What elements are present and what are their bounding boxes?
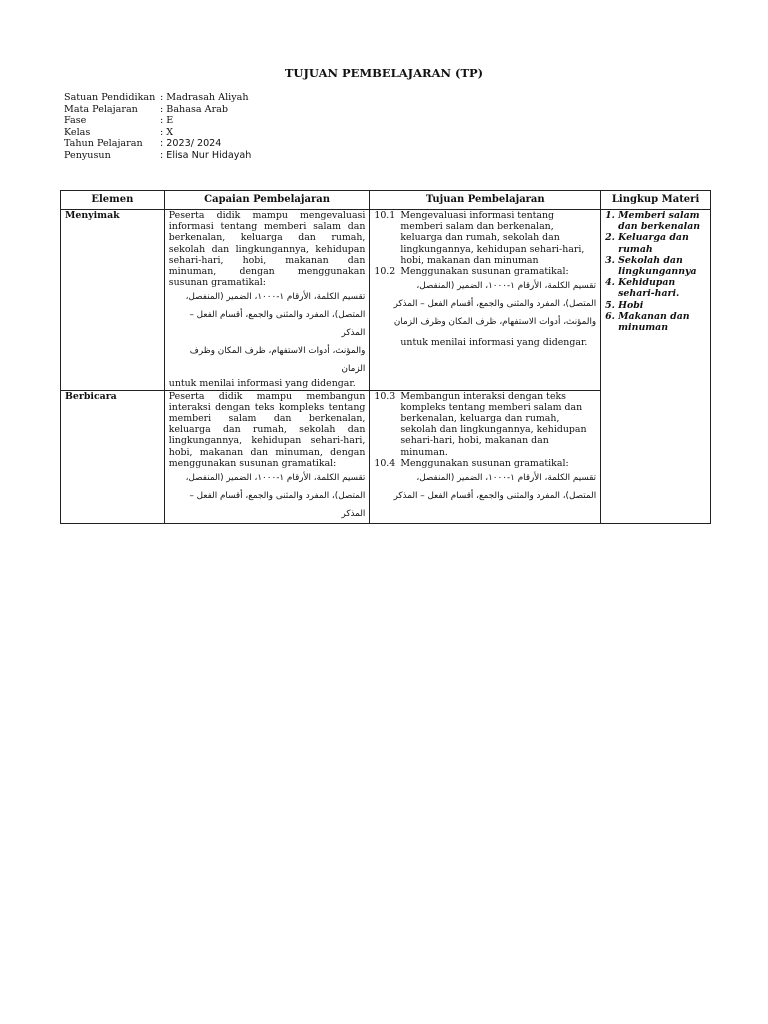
meta-label: Kelas <box>64 126 91 138</box>
tp-text: Membangun interaksi dengan teks kompleks tentang memberi salam dan berkenalan, keluarga dan rumah, sekolah dan lingkungannya, kehidupan sehari-hari, hobi, makanan dan minuman. <box>400 390 587 458</box>
tp-berbicara <box>370 390 601 523</box>
elemen-berbicara: Berbicara <box>61 390 165 523</box>
arabic-line: تقسيم الكلمة، الأرقام ١-١٠٠٠، الضمير (المنفصل، <box>185 292 366 303</box>
tp-item <box>374 266 596 277</box>
header-tujuan: Tujuan Pembelajaran <box>370 191 601 210</box>
page-title: TUJUAN PEMBELAJARAN (TP) <box>284 66 484 80</box>
tp-number: 10.2 <box>374 266 396 278</box>
meta-row <box>64 92 251 104</box>
tp-text: Menggunakan susunan gramatikal: <box>400 266 569 278</box>
tp-text: Menggunakan susunan gramatikal: <box>400 457 569 469</box>
arabic-line: المتصل)، المفرد والمثنى والجمع، أقسام الفعل – المذكر <box>189 491 366 520</box>
tp-item <box>374 210 596 266</box>
arabic-line: تقسيم الكلمة، الأرقام ١-١٠٠٠، الضمير (المنفصل، <box>416 281 597 292</box>
meta-row <box>64 115 251 127</box>
header-capaian: Capaian Pembelajaran <box>164 191 370 210</box>
arabic-line: المتصل)، المفرد والمثنى والجمع، أقسام الفعل – المذكر <box>393 491 597 502</box>
document-meta <box>64 92 251 162</box>
tp-item <box>374 458 596 469</box>
meta-row <box>64 150 251 162</box>
meta-label: Tahun Pelajaran <box>64 138 143 150</box>
list-item: 3. Sekolah dan lingkungannya <box>618 255 706 277</box>
meta-row <box>64 138 251 150</box>
lingkup-materi <box>601 210 711 524</box>
cp-text: Peserta didik mampu mengevaluasi informasi tentang memberi salam dan berkenalan, keluarga dan rumah, sekolah dan lingkungannya, kehidupan sehari-hari, hobi, makanan dan minuman, dengan menggunakan susunan gramatikal: <box>168 210 366 289</box>
tp-table-1 <box>60 190 711 524</box>
list-item: 2. Keluarga dan rumah <box>618 232 706 254</box>
meta-value: : Bahasa Arab <box>160 103 229 115</box>
meta-value: : E <box>160 115 174 127</box>
cp-menyimak <box>164 210 370 391</box>
meta-row <box>64 104 251 116</box>
arabic-line: تقسيم الكلمة، الأرقام ١-١٠٠٠، الضمير (المنفصل، <box>416 473 597 484</box>
table-row <box>61 210 711 391</box>
meta-label: Fase <box>64 115 87 127</box>
meta-row <box>64 127 251 139</box>
meta-value: : 2023/ 2024 <box>160 138 222 150</box>
table-header-row <box>61 191 711 210</box>
tp-text: Mengevaluasi informasi tentang memberi salam dan berkenalan, keluarga dan rumah, sekolah dan lingkungannya, kehidupan sehari-hari, hobi, makanan dan minuman <box>400 210 585 266</box>
meta-label: Penyusun <box>64 149 111 161</box>
meta-label: Mata Pelajaran <box>64 103 138 115</box>
header-elemen: Elemen <box>61 191 165 210</box>
tp-menyimak <box>370 210 601 391</box>
arabic-line: المتصل)، المفرد والمثنى والجمع، أقسام الفعل – المذكر <box>393 299 597 310</box>
meta-label: Satuan Pendidikan <box>64 92 156 103</box>
meta-value: : Elisa Nur Hidayah <box>160 149 252 161</box>
meta-value: : Madrasah Aliyah <box>160 92 249 103</box>
list-item: 6. Makanan dan minuman <box>618 311 706 333</box>
tp-item <box>374 391 596 458</box>
elemen-menyimak: Menyimak <box>61 210 165 391</box>
list-item: 1. Memberi salam dan berkenalan <box>618 210 706 232</box>
list-item: 5. Hobi <box>618 300 706 311</box>
arabic-line: المتصل)، المفرد والمثنى والجمع، أقسام الفعل – المذكر <box>189 310 366 339</box>
arabic-line: تقسيم الكلمة، الأرقام ١-١٠٠٠، الضمير (المنفصل، <box>185 473 366 484</box>
arabic-line: والمؤنث، أدوات الاستفهام، ظرف المكان وظرف الزمان <box>393 317 597 328</box>
cp-berbicara <box>164 390 370 523</box>
arabic-line: والمؤنث، أدوات الاستفهام، ظرف المكان وظرف الزمان <box>189 346 366 375</box>
list-item: 4. Kehidupan sehari-hari. <box>618 277 706 299</box>
meta-value: : X <box>160 126 174 138</box>
tp-number: 10.3 <box>374 390 396 402</box>
lingkup-list <box>605 210 706 333</box>
tp-number: 10.4 <box>374 457 396 469</box>
tp-number: 10.1 <box>374 210 396 221</box>
tp-outro: untuk menilai informasi yang didengar. <box>400 337 588 349</box>
header-lingkup: Lingkup Materi <box>601 191 711 210</box>
cp-outro: untuk menilai informasi yang didengar. <box>168 378 356 390</box>
cp-text: Peserta didik mampu membangun interaksi dengan teks kompleks tentang memberi salam dan berkenalan, keluarga dan rumah, sekolah dan lingkungannya, kehidupan sehari-hari, hobi, makanan dan minuman, dengan menggunakan susunan gramatikal: <box>168 390 366 469</box>
